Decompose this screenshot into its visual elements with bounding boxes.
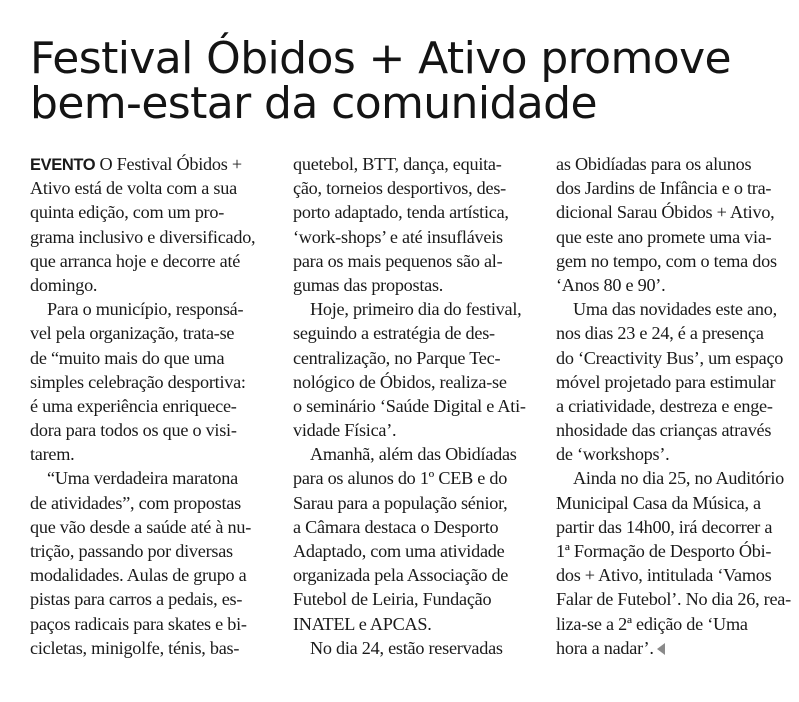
text-line-content: hora a nadar’. — [556, 637, 654, 658]
text-line — [293, 418, 529, 442]
text-line — [293, 636, 529, 660]
text-line — [556, 491, 792, 515]
text-line-content: dicional Sarau Óbidos + Ativo, — [556, 202, 775, 223]
text-line — [556, 563, 792, 587]
text-line — [30, 563, 266, 587]
text-line — [30, 539, 266, 563]
text-line — [30, 612, 266, 636]
text-line — [556, 612, 792, 636]
text-line-content: gumas das propostas. — [293, 274, 444, 295]
text-line-content: tarem. — [30, 444, 75, 465]
text-line-content: quetebol, BTT, dança, equita- — [293, 154, 502, 174]
text-line-content: de “muito mais do que uma — [30, 347, 225, 368]
text-line — [30, 273, 266, 297]
headline — [30, 33, 775, 129]
text-line — [556, 418, 792, 442]
text-line — [30, 491, 266, 515]
text-line-content: para os alunos do 1º CEB e do — [293, 468, 508, 489]
text-line-content: Futebol de Leiria, Fundação — [293, 589, 492, 610]
text-line — [556, 394, 792, 418]
text-line — [30, 176, 266, 200]
text-line — [556, 176, 792, 200]
text-line-content: o seminário ‘Saúde Digital e Ati- — [293, 395, 526, 416]
text-line-content: Adaptado, com uma atividade — [293, 541, 505, 561]
text-line — [293, 491, 529, 515]
text-line-content: organizada pela Associação de — [293, 565, 509, 586]
text-line — [556, 515, 792, 539]
text-line-content: Para o município, responsá- — [47, 299, 244, 320]
text-line — [556, 466, 792, 490]
text-line-content: INATEL e APCAS. — [293, 613, 432, 634]
text-line — [293, 612, 529, 636]
text-line-content: dora para todos os que o visi- — [30, 420, 237, 441]
text-line-content: Falar de Futebol’. No dia 26, rea- — [556, 589, 791, 610]
text-line-content: nhosidade das crianças através — [556, 420, 772, 441]
text-line-content: liza-se a 2ª edição de ‘Uma — [556, 613, 748, 634]
text-line-content: modalidades. Aulas de grupo a — [30, 565, 247, 586]
text-line — [293, 394, 529, 418]
text-line-content: O Festival Óbidos + — [95, 154, 242, 174]
text-line-content: cicletas, minigolfe, ténis, bas- — [30, 637, 240, 658]
text-line-content: No dia 24, estão reservadas — [310, 637, 503, 658]
text-line — [556, 539, 792, 563]
text-line — [293, 515, 529, 539]
text-line-content: ção, torneios desportivos, des- — [293, 178, 506, 199]
text-line — [30, 152, 266, 176]
text-line — [293, 321, 529, 345]
text-line-content: vel pela organização, trata-se — [30, 323, 235, 344]
text-line — [30, 321, 266, 345]
text-line — [556, 370, 792, 394]
text-line-content: nos dias 23 e 24, é a presença — [556, 323, 764, 344]
text-line — [556, 442, 792, 466]
text-line — [30, 200, 266, 224]
text-line — [556, 346, 792, 370]
text-line-content: paços radicais para skates e bi- — [30, 613, 247, 634]
text-line-content: quinta edição, com um pro- — [30, 202, 225, 223]
text-line-content: “Uma verdadeira maratona — [47, 468, 238, 489]
text-line — [30, 587, 266, 611]
text-line-content: as Obidíadas para os alunos — [556, 154, 752, 174]
text-line-content: porto adaptado, tenda artística, — [293, 202, 509, 223]
text-column-3 — [556, 152, 792, 660]
text-line-content: dos Jardins de Infância e o tra- — [556, 178, 772, 199]
text-line — [293, 587, 529, 611]
text-line — [556, 225, 792, 249]
text-line-content: que vão desde a saúde até à nu- — [30, 516, 252, 537]
text-line-content: gem no tempo, com o tema dos — [556, 250, 777, 271]
text-line — [556, 273, 792, 297]
text-line-content: grama inclusivo e diversificado, — [30, 226, 256, 247]
text-line-content: nológico de Óbidos, realiza-se — [293, 371, 507, 392]
text-line — [30, 249, 266, 273]
text-line-content: a criatividade, destreza e enge- — [556, 395, 773, 416]
text-line — [293, 249, 529, 273]
text-line — [293, 152, 529, 176]
text-line — [556, 152, 792, 176]
end-of-article-icon — [657, 643, 665, 655]
text-line — [30, 442, 266, 466]
text-line — [30, 466, 266, 490]
text-line-content: trição, passando por diversas — [30, 541, 233, 561]
text-line — [293, 273, 529, 297]
text-line-content: do ‘Creactivity Bus’, um espaço — [556, 347, 784, 368]
text-line-content: ‘Anos 80 e 90’. — [556, 274, 666, 295]
text-line-content: vidade Física’. — [293, 420, 397, 441]
text-line-content: dos + Ativo, intitulada ‘Vamos — [556, 565, 772, 586]
text-line-content: a Câmara destaca o Desporto — [293, 516, 499, 537]
text-line — [30, 418, 266, 442]
text-line-content: ‘work-shops’ e até insufláveis — [293, 226, 503, 247]
article-body — [30, 152, 791, 660]
text-line-content: que arranca hoje e decorre até — [30, 250, 241, 271]
text-line — [293, 200, 529, 224]
text-line-content: que este ano promete uma via- — [556, 226, 772, 247]
headline-line: bem-estar da comunidade — [30, 78, 597, 129]
text-line-content: seguindo a estratégia de des- — [293, 323, 495, 344]
text-line — [556, 587, 792, 611]
text-line — [30, 636, 266, 660]
text-line — [293, 176, 529, 200]
text-line-content: de ‘workshops’. — [556, 444, 670, 465]
text-line-content: centralização, no Parque Tec- — [293, 347, 501, 368]
text-line — [30, 346, 266, 370]
text-line — [293, 539, 529, 563]
text-line — [30, 370, 266, 394]
text-line — [293, 225, 529, 249]
text-column-1 — [30, 152, 266, 660]
text-line-content: domingo. — [30, 274, 98, 295]
text-line — [293, 346, 529, 370]
text-line-content: para os mais pequenos são al- — [293, 250, 503, 271]
text-line — [556, 249, 792, 273]
text-line — [293, 466, 529, 490]
text-line-content: pistas para carros a pedais, es- — [30, 589, 243, 610]
text-line — [293, 563, 529, 587]
text-line — [556, 200, 792, 224]
text-line-content: é uma experiência enriquece- — [30, 395, 237, 416]
text-line — [30, 225, 266, 249]
text-line — [30, 297, 266, 321]
text-line-content: simples celebração desportiva: — [30, 371, 246, 392]
text-line — [293, 370, 529, 394]
section-kicker: EVENTO — [30, 156, 96, 174]
text-line — [556, 321, 792, 345]
text-line — [30, 394, 266, 418]
text-line — [293, 297, 529, 321]
text-line — [556, 636, 792, 660]
text-line-content: Sarau para a população sénior, — [293, 492, 508, 513]
text-line-content: 1ª Formação de Desporto Óbi- — [556, 541, 772, 561]
text-line — [556, 297, 792, 321]
text-line-content: móvel projetado para estimular — [556, 371, 776, 392]
text-column-2 — [293, 152, 529, 660]
text-line-content: Municipal Casa da Música, a — [556, 492, 761, 513]
text-line-content: Uma das novidades este ano, — [573, 299, 777, 320]
headline-line: Festival Óbidos + Ativo promove — [30, 33, 731, 84]
text-line-content: partir das 14h00, irá decorrer a — [556, 516, 773, 537]
text-line-content: Amanhã, além das Obidíadas — [310, 444, 517, 465]
text-line-content: de atividades”, com propostas — [30, 492, 241, 513]
text-line-content: Hoje, primeiro dia do festival, — [310, 299, 522, 320]
text-line-content: Ainda no dia 25, no Auditório — [573, 468, 784, 489]
text-line-content: Ativo está de volta com a sua — [30, 178, 237, 199]
text-line — [293, 442, 529, 466]
text-line — [30, 515, 266, 539]
